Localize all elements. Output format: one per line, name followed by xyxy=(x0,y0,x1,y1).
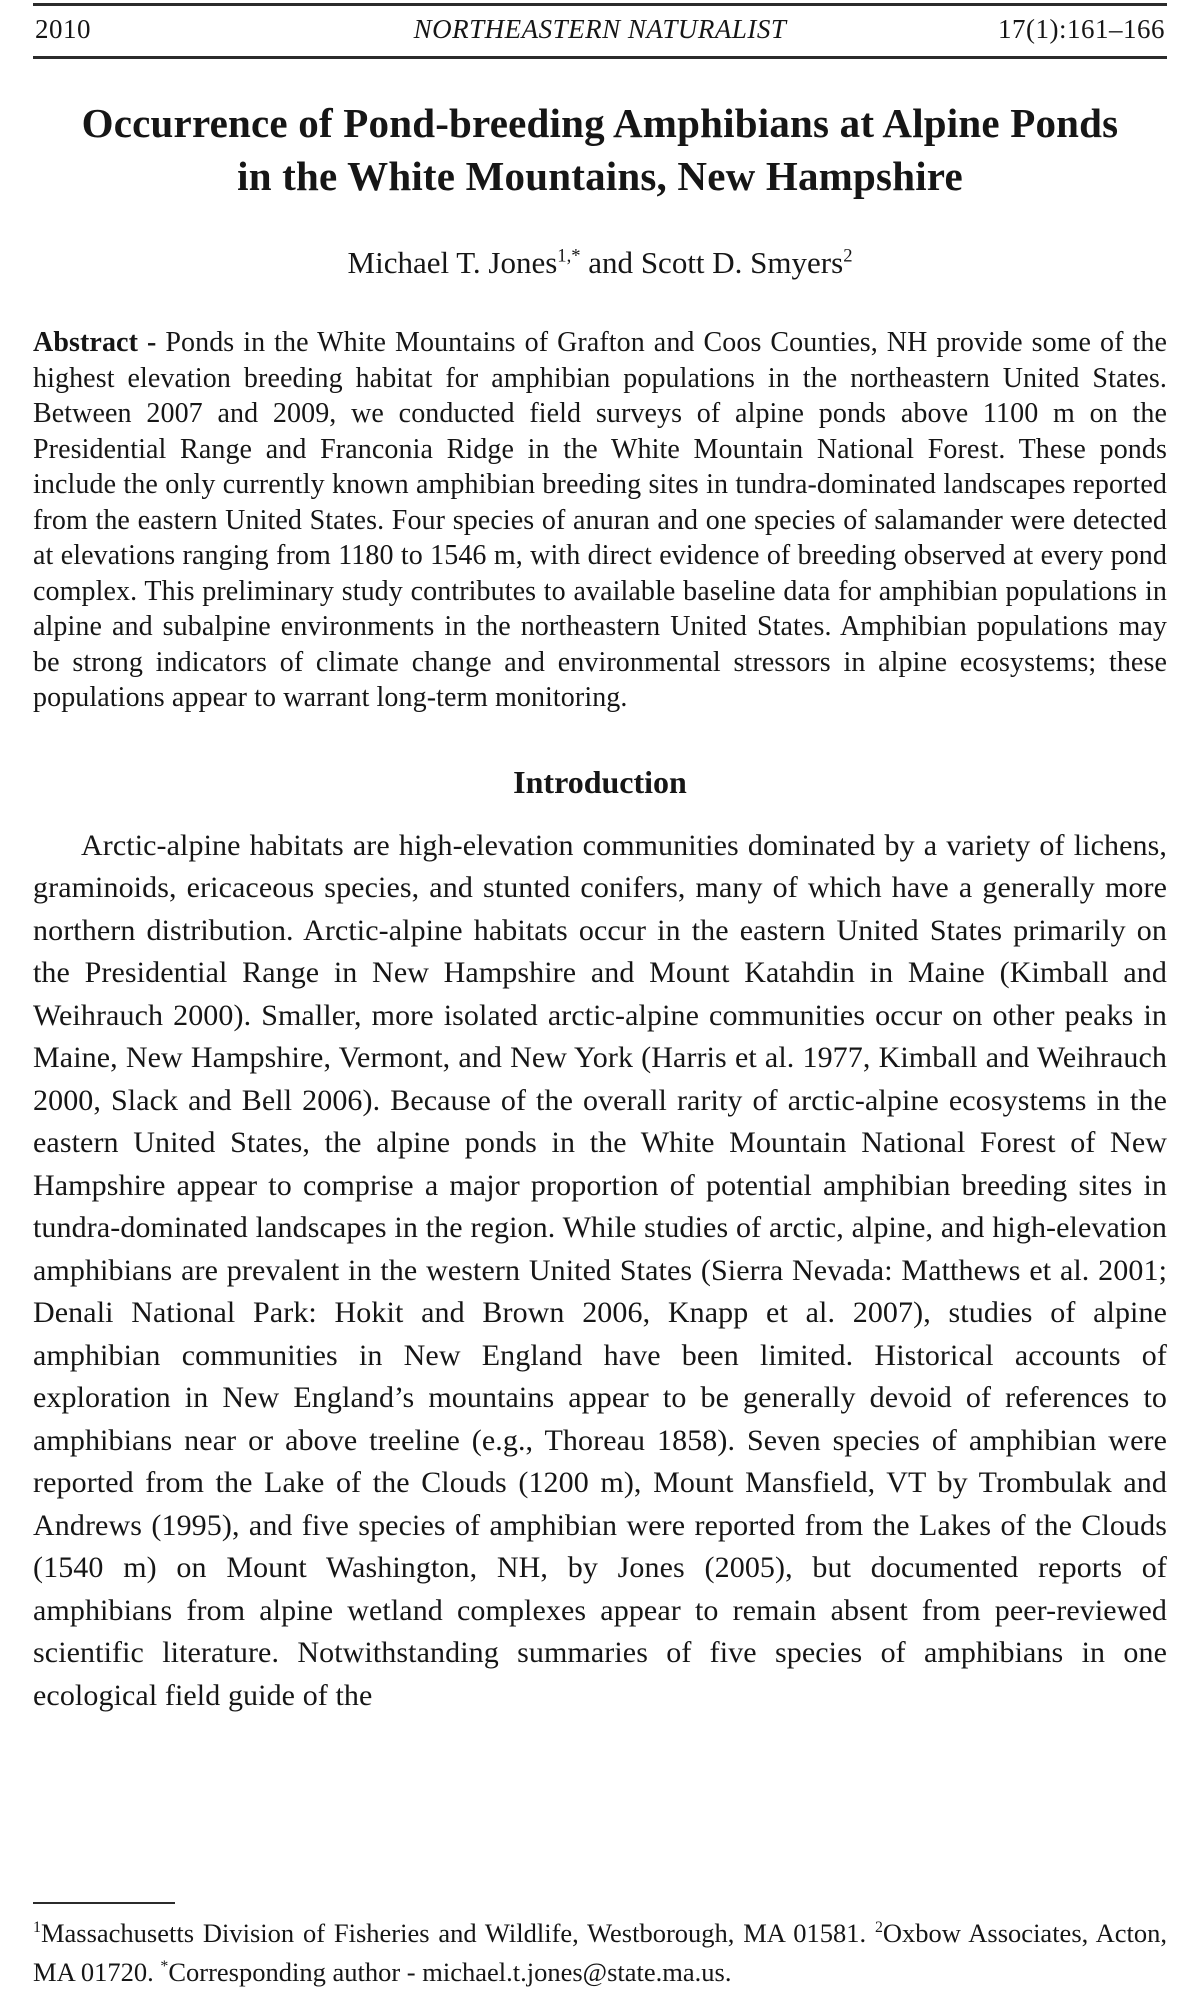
footnote-sup-2: 2 xyxy=(874,1919,883,1937)
paper-title-line-2: in the White Mountains, New Hampshire xyxy=(237,153,963,199)
abstract-text: Ponds in the White Mountains of Grafton and Coos Counties, NH provide some of the highest elevation breeding habitat for amphibian populations in the northeastern United States. Between 2007 and 2009, we conducted field surveys of alpine ponds above 1100 m on the Presidential Range and Franconia Ridge in the White Mountain National Forest. These ponds include the only currently known amphibian breeding sites in tundra-dominated landscapes reported from the eastern United States. Four species of anuran and one species of salamander were detected at elevations ranging from 1180 to 1546 m, with direct evidence of breeding observed at every pond complex. This preliminary study contributes to available baseline data for amphibian populations in alpine and subalpine environments in the northeastern United States. Amphibian populations may be strong indicators of climate change and environmental stressors in alpine ecosystems; these populations appear to warrant long-term monitoring. xyxy=(33,327,1168,713)
author-byline xyxy=(33,245,1167,281)
author-conjunction: and xyxy=(580,245,641,280)
issue-citation: 17(1):161–166 xyxy=(998,14,1165,44)
footnote-divider xyxy=(33,1902,175,1904)
introduction-heading: Introduction xyxy=(513,763,687,800)
author-1-name: Michael T. Jones xyxy=(347,245,558,280)
paper-title xyxy=(33,97,1167,203)
footnote-affiliation-2: Oxbow Associates, Acton, MA 01720. xyxy=(33,1918,1167,1987)
footnote-sup-1: 1 xyxy=(33,1919,41,1937)
abstract-block xyxy=(33,325,1167,716)
footnote-text xyxy=(33,1914,1167,1992)
footnote-affiliation-1: Massachusetts Division of Fisheries and Wildlife, Westborough, MA 01581. xyxy=(40,1918,875,1948)
journal-name: NORTHEASTERN NATURALIST xyxy=(413,14,787,44)
footnote-sup-corresponding: * xyxy=(160,1958,169,1976)
footnote-block xyxy=(33,1902,1167,1992)
introduction-paragraph: Arctic-alpine habitats are high-elevation communities dominated by a variety of lichens, graminoids, ericaceous species, and stunted conifers, many of which have a generally more northern distribution. Arctic-alpine habitats occur in the eastern United States primarily on the Presidential Range in New Hampshire and Mount Katahdin in Maine (Kimball and Weihrauch 2000). Smaller, more isolated arctic-alpine communities occur on other peaks in Maine, New Hampshire, Vermont, and New York (Harris et al. 1977, Kimball and Weihrauch 2000, Slack and Bell 2006). Because of the overall rarity of arctic-alpine ecosystems in the eastern United States, the alpine ponds in the White Mountain National Forest of New Hampshire appear to comprise a major proportion of potential amphibian breeding sites in tundra-dominated landscapes in the region. While studies of arctic, alpine, and high-elevation amphibians are prevalent in the western United States (Sierra Nevada: Matthews et al. 2001; Denali National Park: Hokit and Brown 2006, Knapp et al. 2007), studies of alpine amphibian communities in New England have been limited. Historical accounts of exploration in New England’s mountains appear to be generally devoid of references to amphibians near or above treeline (e.g., Thoreau 1858). Seven species of amphibian were reported from the Lake of the Clouds (1200 m), Mount Mansfield, VT by Trombulak and Andrews (1995), and five species of amphibian were reported from the Lakes of the Clouds (1540 m) on Mount Washington, NH, by Jones (2005), but documented reports of amphibians from alpine wetland complexes appear to remain absent from peer-reviewed scientific literature. Notwithstanding summaries of five species of amphibians in one ecological field guide of the xyxy=(33,828,1167,1712)
header-year: 2010 xyxy=(35,14,91,44)
abstract-label: Abstract xyxy=(33,327,138,358)
author-2-name: Scott D. Smyers xyxy=(640,245,844,280)
author-1-superscript: 1,* xyxy=(557,245,581,267)
footnote-corresponding-author: Corresponding author - michael.t.jones@state.ma.us. xyxy=(168,1957,732,1987)
paper-title-line-1: Occurrence of Pond-breeding Amphibians at Alpine Ponds xyxy=(81,100,1119,146)
abstract-separator: - xyxy=(138,327,166,358)
author-2-superscript: 2 xyxy=(843,245,853,267)
journal-header xyxy=(33,3,1167,59)
